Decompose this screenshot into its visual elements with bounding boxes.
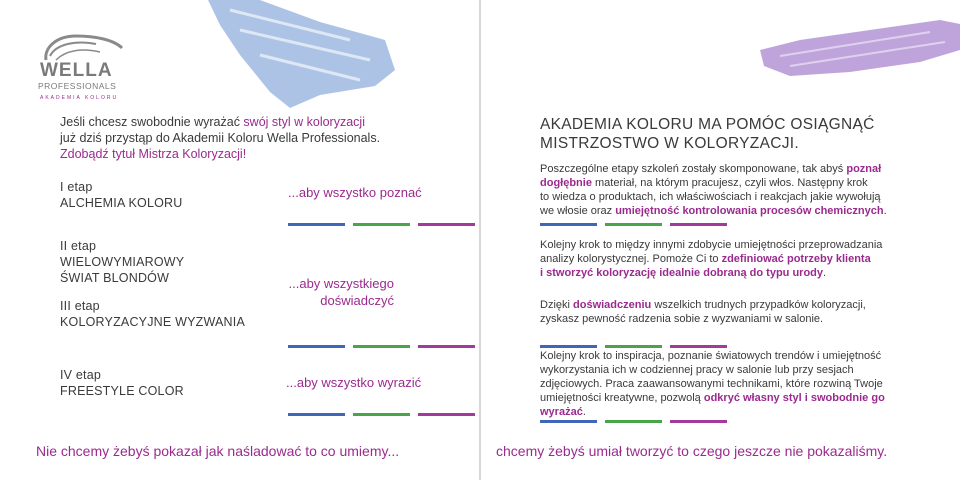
stage-4-name: FREESTYLE COLOR (60, 384, 184, 398)
stage-23-slogan-2: doświadczyć (320, 293, 394, 308)
paragraph-1 (540, 162, 950, 218)
paragraph-2 (540, 238, 950, 280)
p3-l2: zyskasz pewność radzenia sobie z wyzwaniami w salonie. (540, 313, 824, 325)
heading-line-1: AKADEMIA KOLORU MA POMÓC OSIĄGNĄĆ (540, 116, 875, 133)
footer-left: Nie chcemy żebyś pokazał jak naśladować to co umiemy... (36, 443, 400, 459)
p4-l5a: wyrażać (540, 406, 583, 418)
p4-l2: wykorzystania ich w codziennej pracy w salonie lub przy sesjach (540, 364, 854, 376)
p1-l1b: poznał (846, 163, 882, 175)
stage-3-number: III etap (60, 299, 100, 313)
stage-2-name-1: WIELOWYMIAROWY (60, 255, 185, 269)
divider-3 (288, 413, 475, 416)
heading-line-2: MISTRZOSTWO W KOLORYZACJI. (540, 135, 799, 152)
stage-1-name: ALCHEMIA KOLORU (60, 196, 183, 210)
p4-l3: zdjęciowych. Praca zaawansowanymi technikami, które rozwiną Twoje (540, 378, 883, 390)
divider-2 (288, 345, 475, 348)
footer-right: chcemy żebyś umiał tworzyć to czego jeszcze nie pokazaliśmy. (496, 443, 888, 459)
stage-1 (60, 179, 182, 211)
right-page (480, 0, 960, 480)
p2-l2a: analizy kolorystycznej. Pomoże Ci to (540, 253, 722, 265)
p3-l1c: wszelkich trudnych przypadków koloryzacji, (651, 299, 866, 311)
stage-4 (60, 367, 184, 399)
stage-4-slogan: ...aby wszystko wyrazić (286, 375, 422, 390)
divider-r2 (540, 345, 727, 348)
paragraph-4 (540, 349, 950, 419)
p2-l2b: zdefiniować potrzeby klienta (721, 253, 871, 265)
main-heading (540, 115, 875, 153)
divider-r3 (540, 420, 727, 423)
stage-1-slogan: ...aby wszystko poznać (288, 185, 422, 200)
p4-l4a: umiejętności kreatywne, pozwolą (540, 392, 704, 404)
wella-logo (36, 30, 126, 100)
intro-line-2: już dziś przystąp do Akademii Koloru Wella Professionals. (60, 131, 381, 145)
paragraph-3 (540, 298, 950, 326)
stage-2-name-2: ŚWIAT BLONDÓW (60, 271, 170, 285)
p1-l1a: Poszczególne etapy szkoleń zostały skomponowane, tak abyś (540, 163, 847, 175)
logo-sub: PROFESSIONALS (38, 81, 117, 91)
p4-l1: Kolejny krok to inspiracja, poznanie światowych trendów i umiejętność (540, 350, 882, 362)
logo-brand: WELLA (40, 60, 113, 81)
stage-2 (60, 238, 184, 286)
divider-1 (288, 223, 475, 226)
p3-l1a: Dzięki (540, 299, 574, 311)
p1-l4c: . (883, 205, 887, 217)
p1-l3: to wiedza o produktach, ich właściwościach i reakcjach jakie wywołują (540, 191, 881, 203)
stage-3 (60, 298, 245, 330)
logo-academy: AKADEMIA KOLORU (40, 95, 119, 101)
p2-l1: Kolejny krok to między innymi zdobycie umiejętności przeprowadzania (540, 239, 883, 251)
intro-line-1a: Jeśli chcesz swobodnie wyrażać (60, 115, 244, 129)
stage-23-slogan-1: ...aby wszystkiego (288, 276, 394, 291)
stage-1-number: I etap (60, 180, 93, 194)
p4-l5b: . (582, 406, 586, 418)
p1-l4a: we włosie oraz (540, 205, 616, 217)
p2-l3a: i stworzyć koloryzację idealnie dobraną do typu urody (540, 267, 824, 279)
intro-text (60, 114, 460, 162)
intro-line-1b: swój styl w koloryzacji (243, 115, 365, 129)
stage-3-name: KOLORYZACYJNE WYZWANIA (60, 315, 245, 329)
p2-l3b: . (823, 267, 827, 279)
p1-l2b: materiał, na którym pracujesz, czyli włos. Następny krok (591, 177, 868, 189)
blue-brush-stroke (200, 0, 400, 110)
stage-2-number: II etap (60, 239, 97, 253)
purple-brush-stroke (760, 10, 960, 80)
p1-l2a: dogłębnie (540, 177, 592, 189)
intro-line-3: Zdobądź tytuł Mistrza Koloryzacji! (60, 147, 247, 161)
stage-4-number: IV etap (60, 368, 102, 382)
p3-l1b: doświadczeniu (573, 299, 652, 311)
divider-r1 (540, 223, 727, 226)
stage-23-slogan (288, 275, 394, 309)
p1-l4b: umiejętność kontrolowania procesów chemicznych (615, 205, 884, 217)
p4-l4b: odkryć własny styl i swobodnie go (703, 392, 885, 404)
